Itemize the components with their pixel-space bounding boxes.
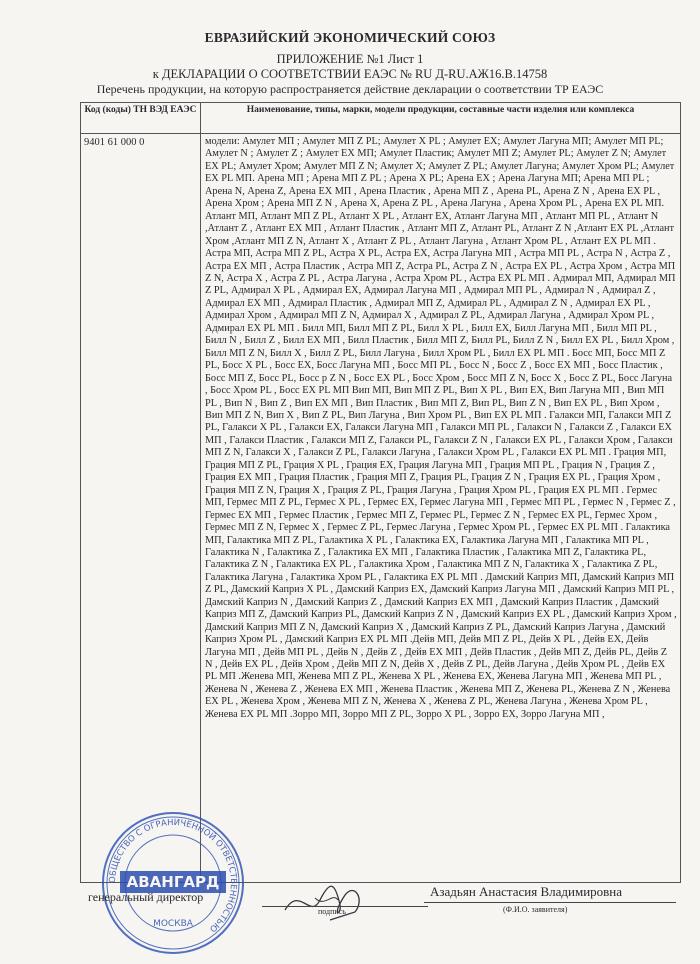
stamp-center-text: АВАНГАРД [126,873,220,891]
name-line [424,902,676,903]
table-row [81,134,681,883]
applicant-name: Азадьян Анастасия Владимировна [430,884,623,899]
signature-scribble [270,880,380,925]
union-title: ЕВРАЗИЙСКИЙ ЭКОНОМИЧЕСКИЙ СОЮЗ [204,30,496,45]
name-caption: (Ф.И.О. заявителя) [503,905,568,914]
stamp-ring-text: ОБЩЕСТВО С ОГРАНИЧЕННОЙ ОТВЕТСТВЕННОСТЬЮ [107,817,239,934]
products-cell [201,134,681,883]
hs-code-cell: 9401 61 000 0 [81,134,201,883]
list-caption: Перечень продукции, на которую распространяется действие декларации о соответствии ТР ЕАЭС [96,82,604,96]
stamp-city: МОСКВА [153,919,193,929]
table-header-row [81,103,681,134]
appendix-title: ПРИЛОЖЕНИЕ №1 Лист 1 [276,52,424,66]
products-column-header: Наименование, типы, марки, модели продукции, составные части изделия или комплекса [201,103,681,134]
code-column-header: Код (коды) ТН ВЭД ЕАЭС [81,103,201,134]
products-table [80,102,681,883]
director-title: генеральный директор [88,890,204,904]
declaration-number: к ДЕКЛАРАЦИИ О СООТВЕТСТВИИ ЕАЭС № RU Д-RU.АЖ16.В.14758 [152,67,548,81]
company-stamp [98,808,248,958]
products-text: модели: Амулет МП ; Амулет МП Z PL; Амулет X PL ; Амулет ЕХ; Амулет Лагуна МП; Амулет МП PL; Амулет N ; Амулет Z ; Амулет ЕХ МП; Амулет Пластик; Амулет МП Z; Амулет PL; Амулет Z N; Амулет ЕХ PL; Амулет Хром; Амулет МП Z N; Амулет X; Амулет Z PL; Амулет Лагуна; Амулет Хром PL; Амулет ЕХ PL МП. Арена МП ; Арена МП Z PL ; Арена X PL; Арена ЕХ ; Арена Лагуна МП; Арена МП PL ; Арена N, Арена Z, Арена ЕХ МП , Арена Пластик , Арена МП Z , Арена PL, Арена Z N , Арена ЕХ PL , Арена Хром ; Арена МП Z N , Арена X, Арена Z PL , Арена Лагуна , Арена Хром PL , Арена ЕХ PL МП. Атлант МП, Атлант МП Z PL, Атлант X PL , Атлант ЕХ, Атлант Лагуна МП , Атлант МП PL , Атлант N ,Атлант Z , Атлант ЕХ МП , Атлант Пластик , Атлант МП Z, Атлант PL, Атлант Z N ,Атлант ЕХ PL ,Атлант Хром ,Атлант МП Z N, Атлант X , Атлант Z PL , Атлант Лагуна , Атлант Хром PL , Атлант ЕХ PL МП . Астра МП, Астра МП Z PL, Астра X PL, Астра ЕХ, Астра Лагуна МП , Астра МП PL , Астра N , Астра Z , Астра ЕХ МП , Астра Пластик , Астра МП Z, Астра PL, Астра Z N , Астра ЕХ PL , Астра Хром , Астра МП Z N, Астра X , Астра Z PL , Астра Лагуна , Астра Хром PL , Астра ЕХ PL МП . Адмирал МП, Адмирал МП Z PL, Адмирал X PL , Адмирал ЕХ, Адмирал Лагуна МП , Адмирал МП PL , Адмирал N , Адмирал Z , Адмирал ЕХ МП , Адмирал Пластик , Адмирал МП Z, Адмирал PL , Адмирал Z N , Адмирал ЕХ PL , Адмирал Хром , Адмирал МП Z N, Адмирал X , Адмирал Z PL, Адмирал Лагуна , Адмирал Хром PL , Адмирал ЕХ PL МП . Билл МП, Билл МП Z PL, Билл X PL , Билл ЕХ, Билл Лагуна МП , Билл МП PL , Билл N , Билл Z , Билл ЕХ МП , Билл Пластик , Билл МП Z, Билл PL, Билл Z N , Билл ЕХ PL , Билл Хром , Билл МП Z N, Билл X , Билл Z PL, Билл Лагуна , Билл Хром PL , Билл ЕХ PL МП . Босс МП, Босс МП Z PL, Босс X PL , Босс ЕХ, Босс Лагуна МП , Босс МП PL , Босс N , Босс Z , Босс ЕХ МП , Босс Пластик , Босс МП Z, Босс PL, Босс p Z N , Босс ЕХ PL , Босс Хром , Босс МП Z N, Босс X , Босс Z PL, Босс Лагуна , Босс Хром PL , Босс ЕХ PL МП Вип МП, Вип МП Z PL, Вип X PL , Вип ЕХ, Вип Лагуна МП , Вип МП PL , Вип N , Вип Z , Вип ЕХ МП , Вип Пластик , Вип МП Z, Вип PL, Вип Z N , Вип ЕХ PL , Вип Хром , Вип МП Z N, Вип X , Вип Z PL, Вип Лагуна , Вип Хром PL , Вип ЕХ PL МП . Галакси МП, Галакси МП Z PL, Галакси X PL , Галакси ЕХ, Галакси Лагуна МП , Галакси МП PL , Галакси N , Галакси Z , Галакси ЕХ МП , Галакси Пластик , Галакси МП Z, Галакси PL, Галакси Z N , Галакси ЕХ PL , Галакси Хром , Галакси МП Z N, Галакси X , Галакси Z PL, Галакси Лагуна , Галакси Хром PL , Галакси ЕХ PL МП . Грация МП, Грация МП Z PL, Грация X PL , Грация ЕХ, Грация Лагуна МП , Грация МП PL , Грация N , Грация Z , Грация ЕХ МП , Грация Пластик , Грация МП Z, Грация PL, Грация Z N , Грация ЕХ PL , Грация Хром , Грация МП Z N, Грация X , Грация Z PL, Грация Лагуна , Грация Хром PL , Грация ЕХ PL МП . Гермес МП, Гермес МП Z PL, Гермес X PL , Гермес ЕХ, Гермес Лагуна МП , Гермес МП PL , Гермес N , Гермес Z , Гермес ЕХ МП , Гермес Пластик , Гермес МП Z, Гермес PL, Гермес Z N , Гермес ЕХ PL, Гермес Хром , Гермес МП Z N, Гермес X , Гермес Z PL, Гермес Лагуна , Гермес Хром PL , Гермес ЕХ PL МП . Галактика МП, Галактика МП Z PL, Галактика X PL , Галактика ЕХ, Галактика Лагуна МП , Галактика МП PL , Галактика N , Галактика Z , Галактика ЕХ МП , Галактика Пластик , Галактика МП Z, Галактика PL, Галактика Z N , Галактика ЕХ PL , Галактика Хром , Галактика МП Z N, Галактика X , Галактика Z PL, Галактика Лагуна , Галактика Хром PL , Галактика ЕХ PL МП . Дамский Каприз МП, Дамский Каприз МП Z PL, Дамский Каприз X PL , Дамский Каприз ЕХ, Дамский Каприз Лагуна МП , Дамский Каприз МП PL , Дамский Каприз N , Дамский Каприз Z , Дамский Каприз ЕХ МП , Дамский Каприз Пластик , Дамский Каприз МП Z, Дамский Каприз PL, Дамский Каприз Z N , Дамский Каприз ЕХ PL , Дамский Каприз Хром , Дамский Каприз МП Z N, Дамский Каприз X , Дамский Каприз Z PL, Дамский Каприз Лагуна , Дамский Каприз Хром PL , Дамский Каприз ЕХ PL МП .Дейв МП, Дейв МП Z PL, Дейв X PL , Дейв ЕХ, Дейв Лагуна МП , Дейв МП PL , Дейв N , Дейв Z , Дейв ЕХ МП , Дейв Пластик , Дейв МП Z, Дейв PL, Дейв Z N , Дейв ЕХ PL , Дейв Хром , Дейв МП Z N, Дейв X , Дейв Z PL, Дейв Лагуна , Дейв Хром PL , Дейв ЕХ PL МП .Женева МП, Женева МП Z PL, Женева X PL , Женева ЕХ, Женева Лагуна МП , Женева МП PL , Женева N , Женева Z , Женева ЕХ МП , Женева Пластик , Женева МП Z, Женева PL, Женева Z N , Женева ЕХ PL , Женева Хром , Женева МП Z N, Женева X , Женева Z PL, Женева Лагуна , Женева Хром PL , Женева ЕХ PL МП .Зорро МП, Зорро МП Z PL, Зорро X PL , Зорро ЕХ, Зорро Лагуна МП , [205,136,677,720]
signature-caption: подпись [318,907,346,916]
